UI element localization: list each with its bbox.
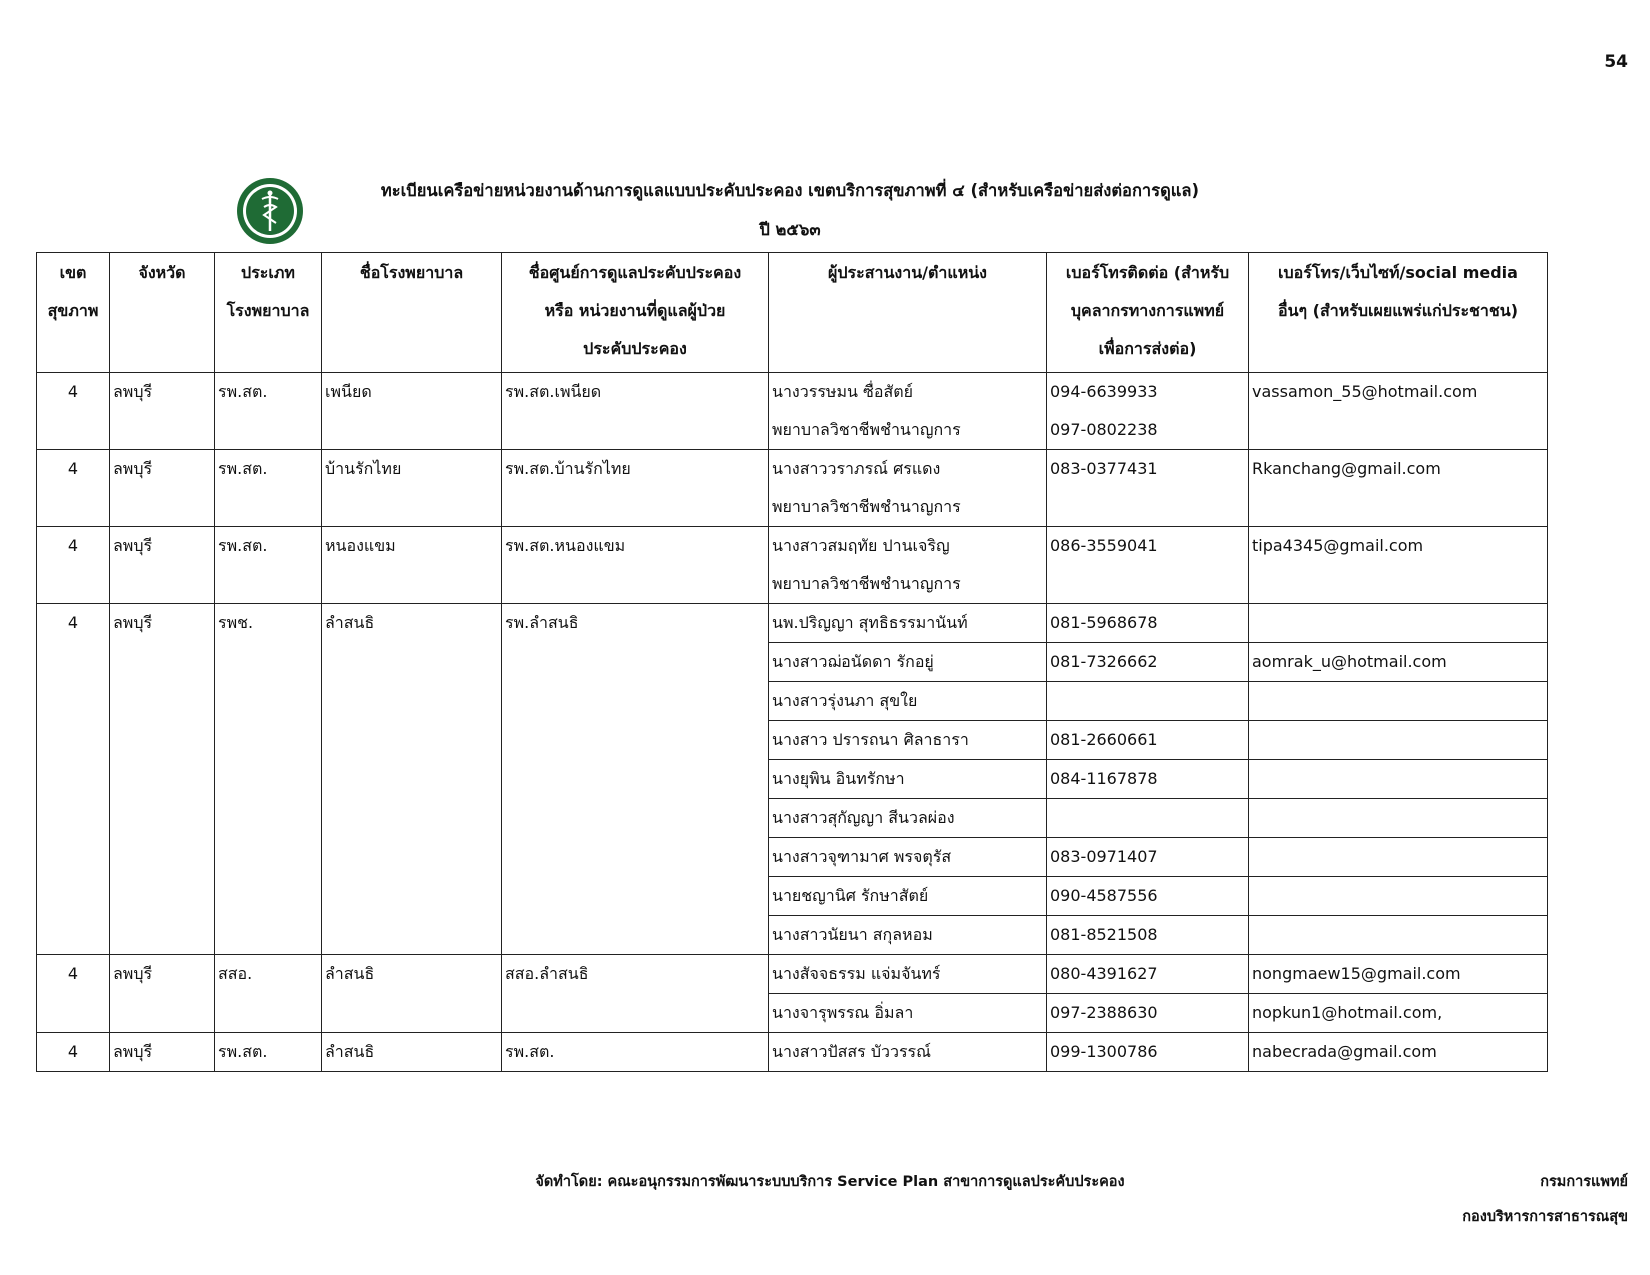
- hospital-type-cell: รพช.: [215, 604, 322, 955]
- hospital-name-cell: ลำสนธิ: [322, 1033, 502, 1072]
- coordinator-cell: [769, 760, 1047, 799]
- coordinator-cell: [769, 994, 1047, 1033]
- center-name-cell: รพ.ลำสนธิ: [502, 604, 769, 955]
- contact-line: [1252, 721, 1544, 759]
- contact-line: [1252, 760, 1544, 798]
- header-line: สุขภาพ: [47, 301, 99, 320]
- center-name-cell: รพ.สต.เพนียด: [502, 373, 769, 450]
- phone-cell: [1047, 682, 1249, 721]
- coordinator-line: พยาบาลวิชาชีพชำนาญการ: [772, 420, 961, 439]
- coordinator-line: นางยุพิน อินทรักษา: [772, 769, 905, 788]
- table-row: [37, 1033, 1548, 1072]
- phone-cell: [1047, 721, 1249, 760]
- coordinator-cell: [769, 955, 1047, 994]
- province-cell: ลพบุรี: [110, 450, 215, 527]
- coordinator-line: นางสาวนัยนา สกุลหอม: [772, 925, 933, 944]
- contact-cell: [1249, 916, 1548, 955]
- coordinator-line: นายชญานิศ รักษาสัตย์: [772, 886, 929, 905]
- hospital-name-cell: บ้านรักไทย: [322, 450, 502, 527]
- region-cell: 4: [37, 1033, 110, 1072]
- phone-line: [1050, 799, 1245, 837]
- coordinator-line: นางสาวฌ่อนัดดา รักอยู่: [772, 652, 934, 671]
- coordinator-line: นางสาวปัสสร บัววรรณ์: [772, 1042, 931, 1061]
- phone-line: 081-7326662: [1050, 652, 1158, 671]
- header-medical-phone: [1047, 253, 1249, 373]
- header-line: อื่นๆ (สำหรับเผยแพร่แก่ประชาชน): [1277, 301, 1519, 320]
- header-line: ประเภท: [241, 263, 295, 282]
- hospital-name-cell: หนองแขม: [322, 527, 502, 604]
- coordinator-line: นางสาวสมฤทัย ปานเจริญ: [772, 536, 950, 555]
- region-cell: 4: [37, 604, 110, 955]
- phone-cell: [1047, 760, 1249, 799]
- phone-line: 090-4587556: [1050, 886, 1158, 905]
- coordinator-line: นางจารุพรรณ อิ่มลา: [772, 1003, 914, 1022]
- province-cell: ลพบุรี: [110, 1033, 215, 1072]
- coordinator-line: นางสาวจุฑามาศ พรจตุรัส: [772, 847, 952, 866]
- province-cell: ลพบุรี: [110, 373, 215, 450]
- phone-cell: [1047, 838, 1249, 877]
- header-line: บุคลากรทางการแพทย์: [1070, 301, 1225, 320]
- contact-line: [1252, 604, 1544, 642]
- phone-line: 097-2388630: [1050, 1003, 1158, 1022]
- header-line: จังหวัด: [138, 263, 186, 282]
- contact-line: [1252, 838, 1544, 876]
- coordinator-cell: [769, 916, 1047, 955]
- phone-line: 081-8521508: [1050, 925, 1158, 944]
- hospital-type-cell: รพ.สต.: [215, 373, 322, 450]
- contact-cell: [1249, 760, 1548, 799]
- contact-cell: [1249, 799, 1548, 838]
- center-name-cell: รพ.สต.หนองแขม: [502, 527, 769, 604]
- center-name-cell: รพ.สต.บ้านรักไทย: [502, 450, 769, 527]
- header-hospital-name: [322, 253, 502, 373]
- contact-line: nopkun1@hotmail.com,: [1252, 1003, 1443, 1022]
- phone-cell: [1047, 799, 1249, 838]
- phone-cell: [1047, 916, 1249, 955]
- hospital-name-cell: เพนียด: [322, 373, 502, 450]
- header-line: ประคับประคอง: [583, 339, 687, 358]
- footer-prepared-by: จัดทำโดย: คณะอนุกรรมการพัฒนาระบบบริการ Service Plan สาขาการดูแลประคับประคอง: [535, 1174, 1125, 1190]
- header-line: เบอร์โทรติดต่อ (สำหรับ: [1065, 263, 1230, 282]
- coordinator-line: นางสาววราภรณ์ ศรแดง: [772, 459, 941, 478]
- coordinator-cell: [769, 450, 1047, 527]
- region-cell: 4: [37, 955, 110, 1033]
- phone-line: [1050, 682, 1245, 720]
- phone-cell: [1047, 450, 1249, 527]
- contact-line: [1252, 877, 1544, 915]
- coordinator-line: พยาบาลวิชาชีพชำนาญการ: [772, 574, 961, 593]
- phone-line: 080-4391627: [1050, 964, 1158, 983]
- contact-cell: [1249, 1033, 1548, 1072]
- coordinator-line: นางสาว ปรารถนา ศิลาธารา: [772, 730, 969, 749]
- table-row: [37, 450, 1548, 527]
- phone-cell: [1047, 527, 1249, 604]
- header-line: ชื่อศูนย์การดูแลประคับประคอง: [528, 263, 742, 282]
- contact-line: [1252, 799, 1544, 837]
- contact-cell: [1249, 721, 1548, 760]
- header-hospital-type: [215, 253, 322, 373]
- footer-org-line-2: กองบริหารการสาธารณสุข: [1462, 1209, 1628, 1225]
- phone-line: 094-6639933: [1050, 382, 1158, 401]
- table-row: [37, 527, 1548, 604]
- hospital-name-cell: ลำสนธิ: [322, 955, 502, 1033]
- phone-cell: [1047, 373, 1249, 450]
- region-cell: 4: [37, 450, 110, 527]
- table-row: [37, 604, 1548, 643]
- province-cell: ลพบุรี: [110, 527, 215, 604]
- coordinator-cell: [769, 527, 1047, 604]
- coordinator-line: นพ.ปริญญา สุทธิธรรมานันท์: [772, 613, 968, 632]
- header-line: ผู้ประสานงาน/ตำแหน่ง: [828, 263, 987, 282]
- header-center-name: [502, 253, 769, 373]
- region-cell: 4: [37, 527, 110, 604]
- phone-cell: [1047, 994, 1249, 1033]
- contact-line: vassamon_55@hotmail.com: [1252, 382, 1478, 401]
- phone-line: 097-0802238: [1050, 420, 1158, 439]
- contact-cell: [1249, 643, 1548, 682]
- coordinator-cell: [769, 682, 1047, 721]
- contact-cell: [1249, 604, 1548, 643]
- phone-cell: [1047, 604, 1249, 643]
- coordinator-line: นางสัจจธรรม แจ่มจันทร์: [772, 964, 941, 983]
- contact-cell: [1249, 450, 1548, 527]
- contact-line: nongmaew15@gmail.com: [1252, 964, 1461, 983]
- coordinator-line: พยาบาลวิชาชีพชำนาญการ: [772, 497, 961, 516]
- province-cell: ลพบุรี: [110, 604, 215, 955]
- phone-cell: [1047, 877, 1249, 916]
- phone-line: 084-1167878: [1050, 769, 1158, 788]
- contact-line: [1252, 916, 1544, 954]
- province-cell: ลพบุรี: [110, 955, 215, 1033]
- hospital-type-cell: รพ.สต.: [215, 527, 322, 604]
- document-year: ปี ๒๕๖๓: [759, 220, 821, 239]
- phone-line: 081-2660661: [1050, 730, 1158, 749]
- footer-org-line-1: กรมการแพทย์: [1540, 1174, 1628, 1190]
- registry-table: [36, 252, 1548, 1072]
- region-cell: 4: [37, 373, 110, 450]
- contact-cell: [1249, 877, 1548, 916]
- table-header-row: [37, 253, 1548, 373]
- table-row: [37, 955, 1548, 994]
- header-province: [110, 253, 215, 373]
- coordinator-cell: [769, 838, 1047, 877]
- coordinator-line: นางวรรษมน ซื่อสัตย์: [772, 382, 914, 401]
- hospital-type-cell: สสอ.: [215, 955, 322, 1033]
- ministry-seal-icon: [236, 177, 304, 245]
- table-row: [37, 373, 1548, 450]
- coordinator-cell: [769, 604, 1047, 643]
- coordinator-cell: [769, 877, 1047, 916]
- contact-line: nabecrada@gmail.com: [1252, 1042, 1437, 1061]
- phone-cell: [1047, 1033, 1249, 1072]
- contact-line: tipa4345@gmail.com: [1252, 536, 1424, 555]
- phone-line: 086-3559041: [1050, 536, 1158, 555]
- coordinator-line: นางสาวรุ่งนภา สุขใย: [772, 691, 918, 710]
- coordinator-cell: [769, 721, 1047, 760]
- hospital-type-cell: รพ.สต.: [215, 1033, 322, 1072]
- contact-cell: [1249, 373, 1548, 450]
- contact-line: Rkanchang@gmail.com: [1252, 459, 1441, 478]
- header-line: เบอร์โทร/เว็บไซท์/social media: [1278, 263, 1518, 282]
- header-line: หรือ หน่วยงานที่ดูแลผู้ป่วย: [544, 301, 726, 320]
- coordinator-cell: [769, 373, 1047, 450]
- phone-cell: [1047, 955, 1249, 994]
- header-coordinator: [769, 253, 1047, 373]
- contact-cell: [1249, 838, 1548, 877]
- center-name-cell: สสอ.ลำสนธิ: [502, 955, 769, 1033]
- phone-line: 099-1300786: [1050, 1042, 1158, 1061]
- coordinator-cell: [769, 643, 1047, 682]
- header-region: [37, 253, 110, 373]
- header-line: เพื่อการส่งต่อ): [1098, 339, 1197, 358]
- contact-cell: [1249, 527, 1548, 604]
- hospital-type-cell: รพ.สต.: [215, 450, 322, 527]
- header-line: โรงพยาบาล: [226, 301, 310, 320]
- center-name-cell: รพ.สต.: [502, 1033, 769, 1072]
- document-title: ทะเบียนเครือข่ายหน่วยงานด้านการดูแลแบบประคับประคอง เขตบริการสุขภาพที่ ๔ (สำหรับเครือข่ายส่งต่อการดูแล): [380, 181, 1200, 200]
- header-public-contact: [1249, 253, 1548, 373]
- contact-line: [1252, 682, 1544, 720]
- contact-cell: [1249, 955, 1548, 994]
- hospital-name-cell: ลำสนธิ: [322, 604, 502, 955]
- phone-line: 081-5968678: [1050, 613, 1158, 632]
- header-line: ชื่อโรงพยาบาล: [359, 263, 464, 282]
- phone-cell: [1047, 643, 1249, 682]
- coordinator-line: นางสาวสุกัญญา สีนวลผ่อง: [772, 808, 955, 827]
- page-number: 54: [1604, 52, 1628, 72]
- contact-cell: [1249, 682, 1548, 721]
- phone-line: 083-0971407: [1050, 847, 1158, 866]
- phone-line: 083-0377431: [1050, 459, 1158, 478]
- coordinator-cell: [769, 1033, 1047, 1072]
- header-line: เขต: [59, 263, 87, 282]
- contact-cell: [1249, 994, 1548, 1033]
- contact-line: aomrak_u@hotmail.com: [1252, 652, 1447, 671]
- coordinator-cell: [769, 799, 1047, 838]
